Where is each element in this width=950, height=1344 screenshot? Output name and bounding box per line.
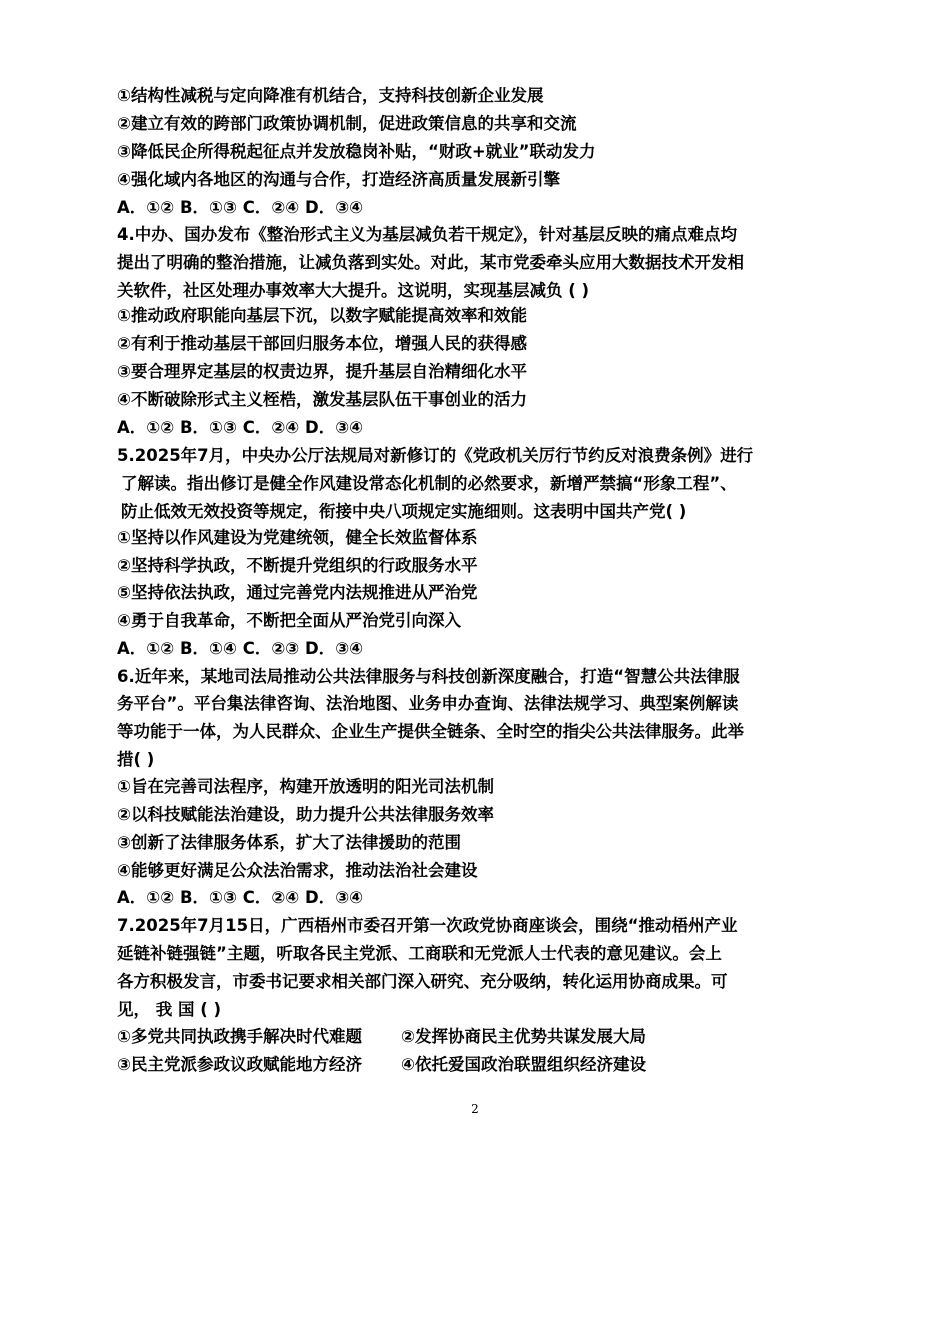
q3-option-1: ①结构性减税与定向降准有机结合，支持科技创新企业发展 <box>117 86 544 105</box>
q3-option-4: ④强化域内各地区的沟通与合作，打造经济高质量发展新引擎 <box>117 170 560 189</box>
q7-option-4: ④依托爱国政治联盟组织经济建设 <box>401 1055 646 1074</box>
q4-option-2: ②有利于推动基层干部回归服务本位，增强人民的获得感 <box>117 334 527 353</box>
q5-option-3: ⑤坚持依法执政，通过完善党内法规推进从严治党 <box>117 583 478 602</box>
page-number: 2 <box>471 1102 479 1116</box>
q6-option-2: ②以科技赋能法治建设，助力提升公共法律服务效率 <box>117 805 494 824</box>
q6-stem-line-2: 务平台”。平台集法律咨询、法治地图、业务申办查询、法律法规学习、典型案例解读 <box>117 694 739 713</box>
q6-stem-line-3: 等功能于一体，为人民群众、企业生产提供全链条、全时空的指尖公共法律服务。此举 <box>117 722 744 741</box>
q4-stem-line-3: 关软件，社区处理办事效率大大提升。这说明，实现基层减负 ( ) <box>117 281 590 300</box>
q6-stem-line-4: 措( ) <box>117 750 155 769</box>
q6-option-4: ④能够更好满足公众法治需求，推动法治社会建设 <box>117 861 478 880</box>
q7-stem-line-4: 见， 我 国 ( ) <box>117 1000 222 1019</box>
q4-stem-line-2: 提出了明确的整治措施，让减负落到实处。对此，某市党委牵头应用大数据技术开发相 <box>117 253 744 272</box>
q3-option-2: ②建立有效的跨部门政策协调机制，促进政策信息的共享和交流 <box>117 114 577 133</box>
q6-option-3: ③创新了法律服务体系，扩大了法律援助的范围 <box>117 833 461 852</box>
q6-option-1: ①旨在完善司法程序，构建开放透明的阳光司法机制 <box>117 777 494 796</box>
q5-stem-line-2: 了解读。指出修订是健全作风建设常态化机制的必然要求，新增严禁搞“形象工程”、 <box>121 474 737 493</box>
q3-option-3: ③降低民企所得税起征点并发放稳岗补贴，“财政+就业”联动发力 <box>117 142 596 161</box>
q4-option-4: ④不断破除形式主义桎梏，激发基层队伍干事创业的活力 <box>117 390 527 409</box>
q7-stem-line-2: 延链补链强链”主题，听取各民主党派、工商联和无党派人士代表的意见建议。会上 <box>117 944 722 963</box>
q5-answers: A．①② B．①④ C．②③ D．③④ <box>117 639 364 658</box>
q4-answers: A．①② B．①③ C．②④ D．③④ <box>117 418 364 437</box>
q7-stem-line-3: 各方积极发言，市委书记要求相关部门深入研究、充分吸纳，转化运用协商成果。可 <box>117 972 728 991</box>
q7-option-1: ①多党共同执政携手解决时代难题 <box>117 1027 362 1046</box>
q7-option-3: ③民主党派参政议政赋能地方经济 <box>117 1055 362 1074</box>
q5-option-1: ①坚持以作风建设为党建统领，健全长效监督体系 <box>117 528 478 547</box>
q3-answers: A．①② B．①③ C．②④ D．③④ <box>117 198 364 217</box>
q7-stem-line-1: 7.2025年7月15日，广西梧州市委召开第一次政党协商座谈会，围绕“推动梧州产业 <box>117 916 738 935</box>
q4-option-3: ③要合理界定基层的权责边界，提升基层自治精细化水平 <box>117 362 527 381</box>
q6-answers: A．①② B．①③ C．②④ D．③④ <box>117 888 364 907</box>
q5-stem-line-1: 5.2025年7月，中央办公厅法规局对新修订的《党政机关厉行节约反对浪费条例》进行 <box>117 446 754 465</box>
q4-stem-line-1: 4.中办、国办发布《整治形式主义为基层减负若干规定》，针对基层反映的痛点难点均 <box>117 225 737 244</box>
q7-options-row-1 <box>117 1027 646 1047</box>
q4-option-1: ①推动政府职能向基层下沉，以数字赋能提高效率和效能 <box>117 306 527 325</box>
q5-option-2: ②坚持科学执政，不断提升党组织的行政服务水平 <box>117 556 478 575</box>
q7-option-2: ②发挥协商民主优势共谋发展大局 <box>401 1027 646 1046</box>
q7-options-row-2 <box>117 1055 646 1075</box>
q6-stem-line-1: 6.近年来，某地司法局推动公共法律服务与科技创新深度融合，打造“智慧公共法律服 <box>117 667 740 686</box>
q5-option-4: ④勇于自我革命，不断把全面从严治党引向深入 <box>117 611 461 630</box>
q5-stem-line-3: 防止低效无效投资等规定，衔接中央八项规定实施细则。这表明中国共产党( ) <box>121 502 687 521</box>
